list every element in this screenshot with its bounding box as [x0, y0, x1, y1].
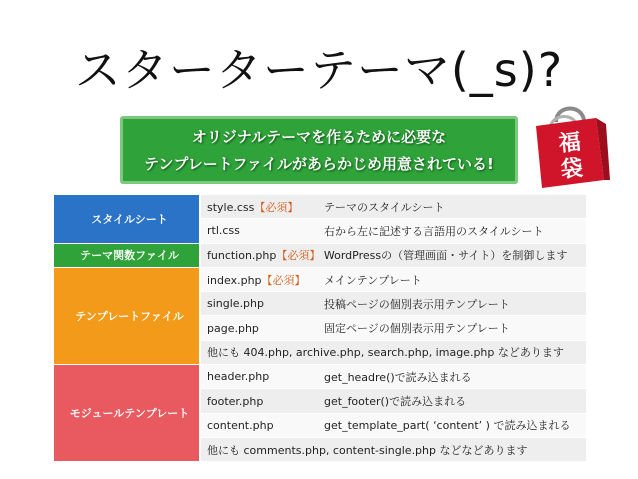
file-name: index.php	[207, 273, 262, 287]
banner-line-1: オリジナルテーマを作るために必要な	[191, 128, 447, 146]
description-text: WordPressの（管理画面・サイト）を制御します	[323, 249, 568, 263]
table-row	[54, 195, 586, 219]
required-badge: 【必須】	[254, 200, 299, 214]
file-cell	[200, 292, 318, 316]
category-module: モジュールテンプレート	[54, 365, 200, 462]
file-cell	[200, 243, 586, 267]
banner-line-2: テンプレートファイルがあらかじめ用意されている!	[144, 155, 494, 173]
category-functions: テーマ関数ファイル	[54, 243, 200, 267]
template-files-table	[54, 194, 586, 461]
file-name: header.php	[207, 370, 270, 384]
file-cell	[200, 365, 318, 389]
table-row	[54, 243, 586, 267]
lucky-bag-icon	[526, 100, 610, 190]
note-cell: 他にも 404.php, archive.php, search.php, image.php などあります	[200, 340, 586, 364]
description-cell: get_template_part( ‘content’ ) で読み込まれる	[318, 413, 586, 437]
file-name: content.php	[207, 418, 274, 432]
file-name: page.php	[207, 321, 259, 335]
description-cell: get_headre()で読み込まれる	[318, 365, 586, 389]
category-template: テンプレートファイル	[54, 267, 200, 364]
bag-char-1: 福	[557, 129, 583, 158]
description-cell: メインテンプレート	[318, 267, 586, 291]
table-row	[54, 267, 586, 291]
file-cell	[200, 389, 318, 413]
file-name: rtl.css	[207, 224, 240, 238]
file-cell	[200, 219, 318, 243]
description-cell: 固定ページの個別表示用テンプレート	[318, 316, 586, 340]
file-name: single.php	[207, 297, 264, 311]
file-name: function.php	[207, 249, 277, 263]
description-cell: 右から左に記述する言語用のスタイルシート	[318, 219, 586, 243]
file-name: style.css	[207, 200, 255, 214]
bag-char-2: 袋	[559, 155, 585, 184]
file-cell	[200, 413, 318, 437]
callout-banner	[120, 116, 518, 184]
category-stylesheet: スタイルシート	[54, 195, 200, 244]
file-cell	[200, 195, 318, 219]
file-cell	[200, 316, 318, 340]
description-cell: get_footer()で読み込まれる	[318, 389, 586, 413]
description-cell: 投稿ページの個別表示用テンプレート	[318, 292, 586, 316]
file-cell	[200, 267, 318, 291]
required-badge: 【必須】	[276, 249, 321, 263]
required-badge: 【必須】	[261, 273, 306, 287]
slide-title: スターターテーマ(_s)?	[74, 43, 564, 97]
description-cell: テーマのスタイルシート	[318, 195, 586, 219]
table-row	[54, 365, 586, 389]
file-name: footer.php	[207, 394, 264, 408]
note-cell: 他にも comments.php, content-single.php などなどあります	[200, 437, 586, 461]
